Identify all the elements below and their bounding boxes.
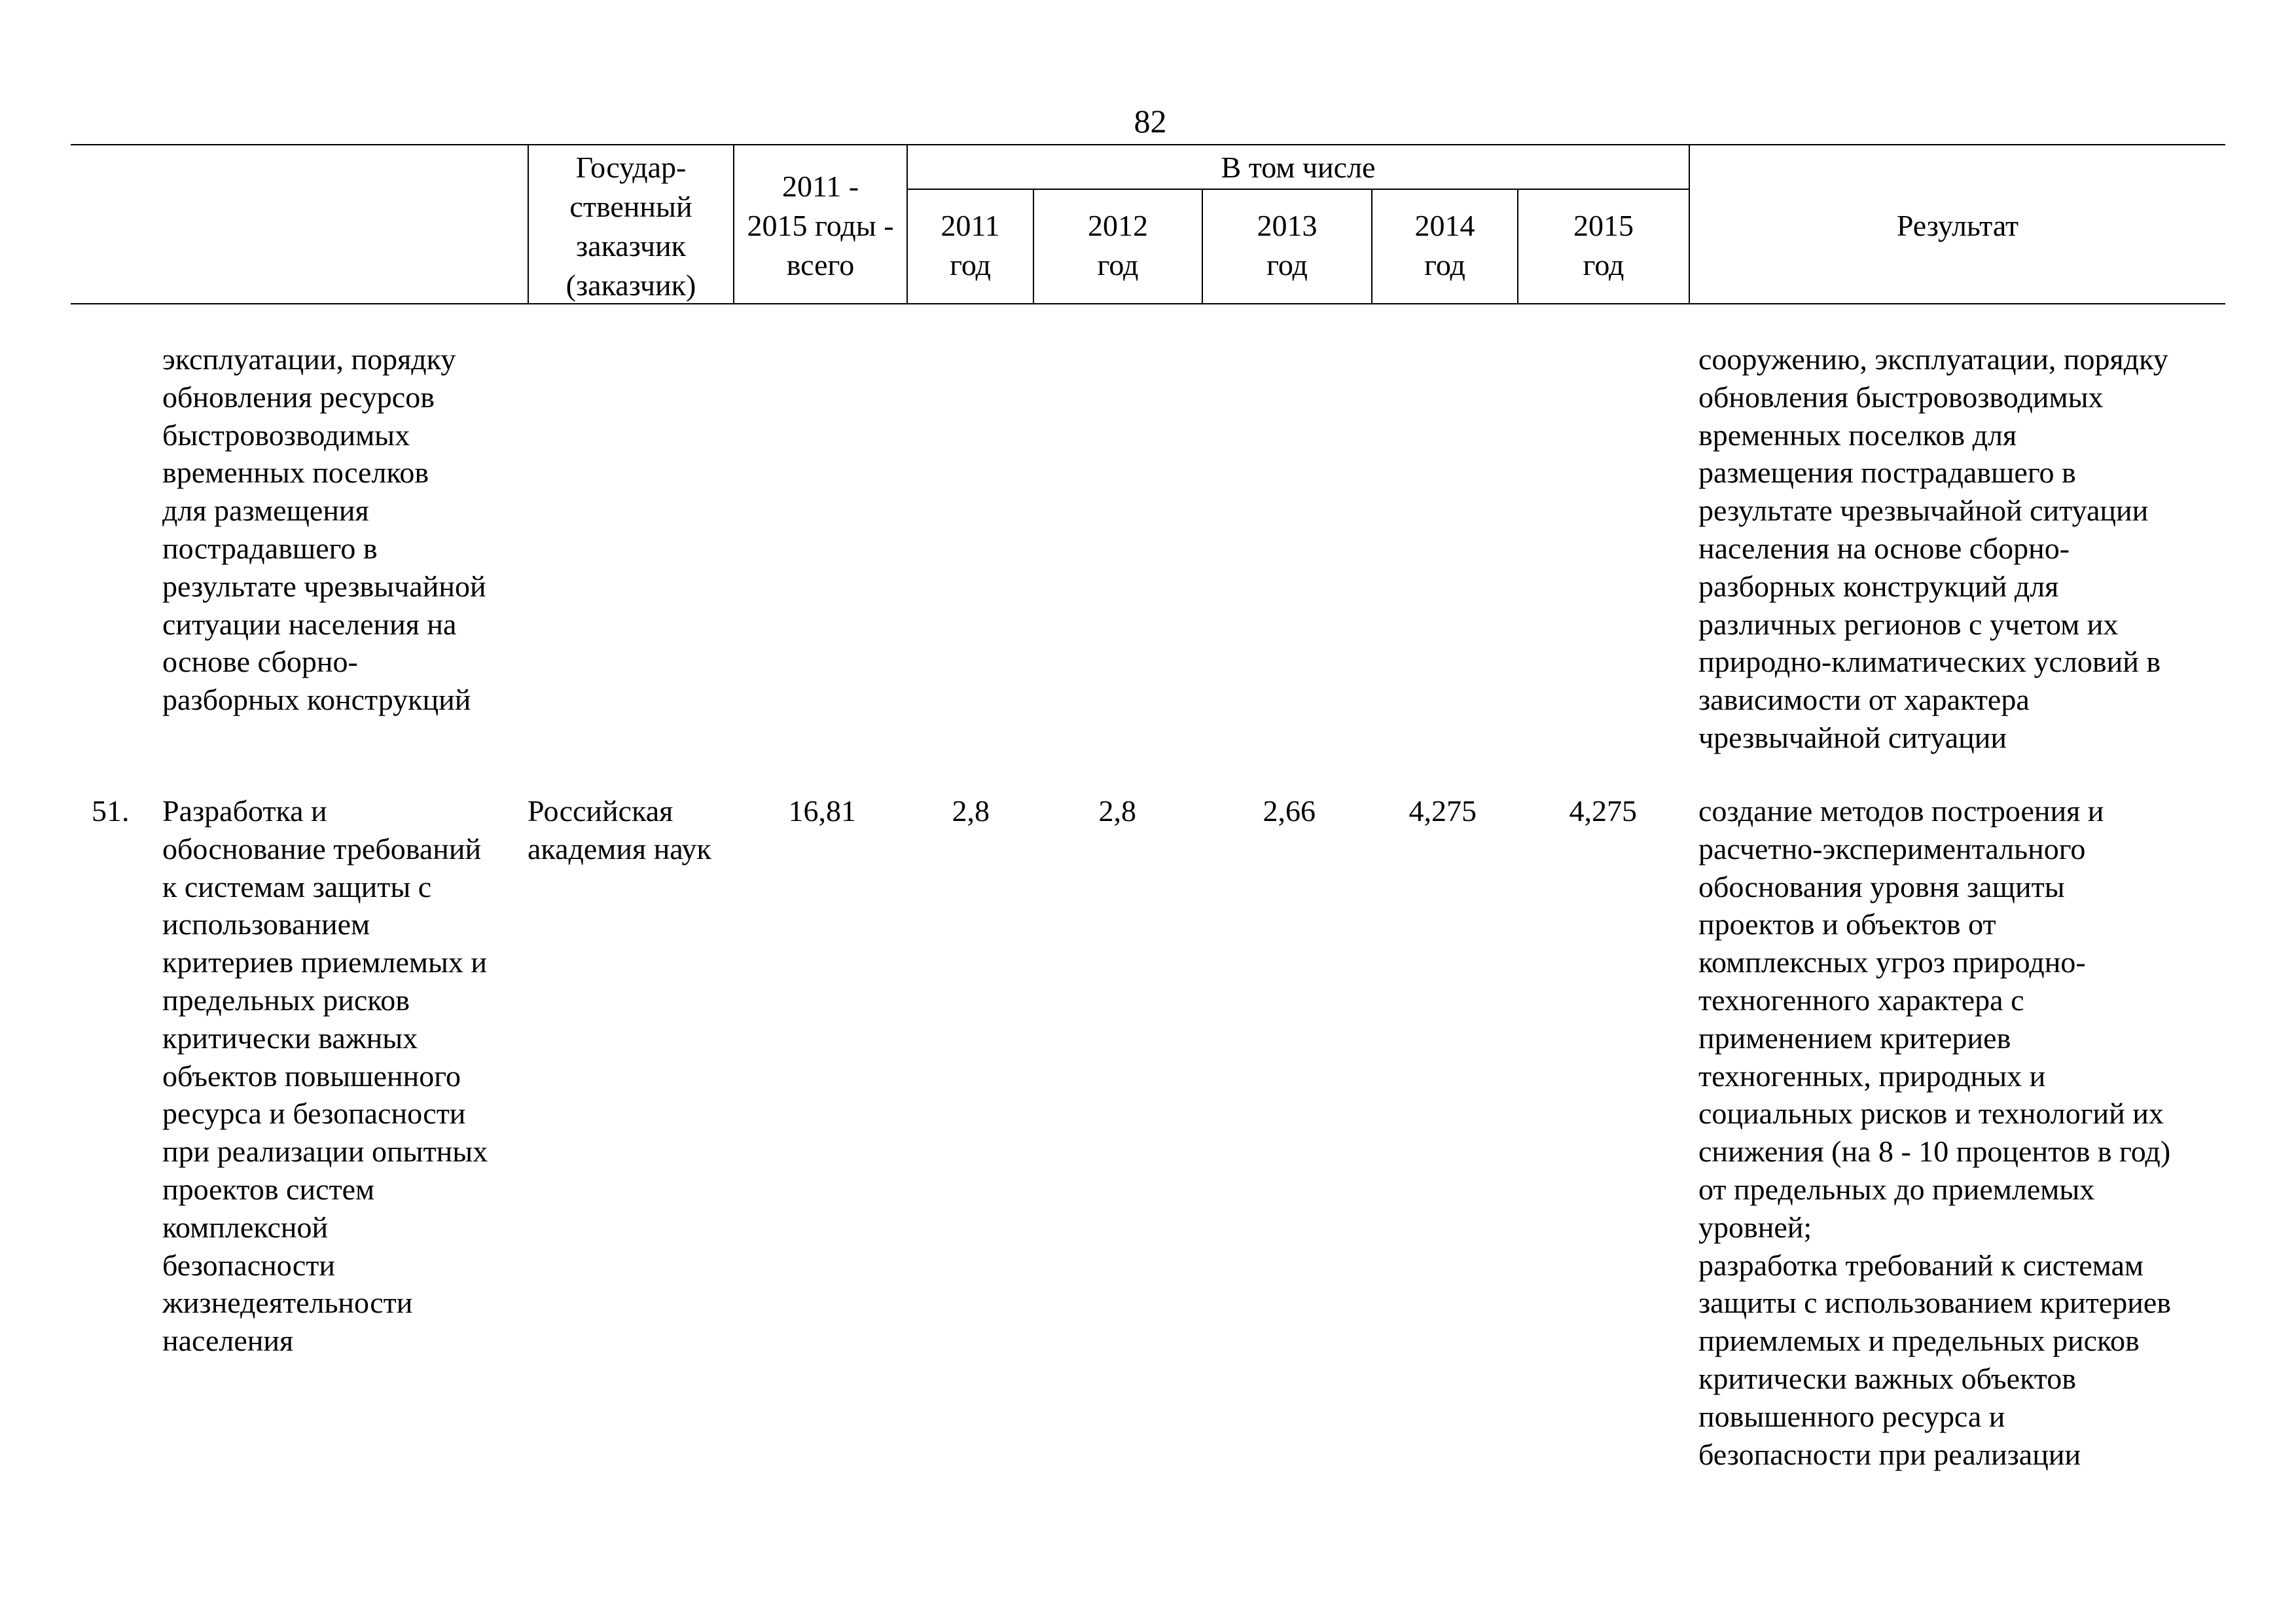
row51-2014: 4,275 — [1408, 794, 1477, 828]
row51-name-line: населения — [162, 1324, 294, 1358]
continuation-name-line: пострадавшего в — [162, 531, 378, 565]
header-year-unit: год — [1424, 248, 1465, 282]
header-year-unit: год — [1097, 248, 1139, 282]
continuation-result-line: размещения пострадавшего в — [1698, 456, 2076, 490]
continuation-result-line: зависимости от характера — [1698, 683, 2030, 717]
continuation-name-line: разборных конструкций — [162, 683, 471, 717]
continuation-result-line: временных поселков для — [1698, 418, 2017, 452]
continuation-result-line: природно-климатических условий в — [1698, 645, 2161, 679]
row51-result-line: обоснования уровня защиты — [1698, 869, 2065, 903]
row51-name-line: обоснование требований — [162, 831, 482, 866]
row-number: 51. — [92, 794, 130, 828]
continuation-name-line: ситуации населения на — [162, 607, 457, 641]
header-total-line: 2011 - — [781, 170, 859, 203]
row51-result-line: защиты с использованием критериев — [1698, 1286, 2171, 1320]
header-year-label: 2013 — [1257, 209, 1318, 242]
header-customer-line: (заказчик) — [565, 268, 696, 302]
row51-name — [162, 792, 488, 1360]
header-year-2013 — [1203, 206, 1371, 285]
row51-result-line: приемлемых и предельных рисков — [1698, 1324, 2140, 1358]
years-subheader-rule — [906, 189, 1689, 190]
continuation-name-line: быстровозводимых — [162, 418, 410, 452]
continuation-result-line: чрезвычайной ситуации — [1698, 720, 2007, 754]
row51-name-line: проектов систем — [162, 1172, 375, 1206]
continuation-result-line: обновления быстровозводимых — [1698, 380, 2104, 414]
header-total-line: 2015 годы - — [747, 209, 894, 242]
row51-customer-line: Российская — [528, 794, 673, 828]
header-total-line: всего — [786, 248, 855, 282]
row51-2013: 2,66 — [1263, 794, 1316, 828]
row51-result-line: безопасности при реализации — [1698, 1437, 2081, 1471]
row51-2012: 2,8 — [1098, 794, 1136, 828]
header-result: Результат — [1896, 209, 2019, 242]
continuation-result-line: различных регионов с учетом их — [1698, 607, 2119, 641]
continuation-name-line: результате чрезвычайной — [162, 569, 486, 603]
header-year-unit: год — [1583, 248, 1624, 282]
row51-2011: 2,8 — [952, 794, 990, 828]
continuation-name-line: эксплуатации, порядку — [162, 342, 456, 376]
row51-name-line: к системам защиты с — [162, 869, 432, 903]
row51-2015: 4,275 — [1569, 794, 1637, 828]
row51-result-line: создание методов построения и — [1698, 794, 2104, 828]
continuation-name-line: основе сборно- — [162, 645, 358, 679]
header-year-label: 2011 — [941, 209, 1000, 242]
continuation-result — [1698, 340, 2168, 757]
row51-result-line: проектов и объектов от — [1698, 907, 1996, 941]
continuation-result-line: населения на основе сборно- — [1698, 531, 2070, 565]
row51-customer-line: академия наук — [528, 831, 711, 866]
row51-name-line: предельных рисков — [162, 983, 410, 1017]
row51-result-line: снижения (на 8 - 10 процентов в год) — [1698, 1135, 2171, 1169]
row51-name-line: жизнедеятельности — [162, 1286, 413, 1320]
header-year-2011 — [908, 206, 1033, 285]
row51-name-line: комплексной — [162, 1210, 329, 1244]
continuation-result-line: сооружению, эксплуатации, порядку — [1698, 342, 2168, 376]
continuation-name-line: для размещения — [162, 494, 369, 528]
header-year-label: 2015 — [1573, 209, 1634, 242]
row51-result-line: разработка требований к системам — [1698, 1248, 2144, 1282]
row51-result-line: техногенного характера с — [1698, 983, 2024, 1017]
header-year-2012 — [1034, 206, 1202, 285]
continuation-name-line: обновления ресурсов — [162, 380, 435, 414]
row51-result-line: повышенного ресурса и — [1698, 1399, 2005, 1433]
row51-result-line: критически важных объектов — [1698, 1361, 2077, 1395]
continuation-result-line: результате чрезвычайной ситуации — [1698, 494, 2149, 528]
row51-result-line: социальных рисков и технологий их — [1698, 1097, 2164, 1131]
header-year-unit: год — [1266, 248, 1308, 282]
header-year-2014 — [1372, 206, 1517, 285]
row51-name-line: критериев приемлемых и — [162, 945, 488, 979]
page-number: 82 — [1134, 103, 1167, 139]
continuation-name — [162, 340, 486, 719]
header-year-label: 2012 — [1088, 209, 1148, 242]
row51-customer — [528, 792, 711, 868]
row51-result-line: расчетно-экспериментального — [1698, 831, 2086, 866]
row51-name-line: использованием — [162, 907, 370, 941]
row51-name-line: безопасности — [162, 1248, 336, 1282]
header-total — [734, 167, 906, 285]
row51-result-line: от предельных до приемлемых — [1698, 1172, 2095, 1206]
header-bottom-rule — [71, 303, 2225, 304]
row51-result-line: комплексных угроз природно- — [1698, 945, 2086, 979]
header-customer-line: заказчик — [575, 229, 686, 263]
row51-result-line: уровней; — [1698, 1210, 1812, 1244]
header-year-unit: год — [950, 248, 991, 282]
header-customer-line: ственный — [569, 190, 692, 223]
header-year-2015 — [1518, 206, 1689, 285]
row51-result — [1698, 792, 2171, 1473]
row51-result-line: техногенных, природных и — [1698, 1059, 2046, 1093]
continuation-name-line: временных поселков — [162, 456, 429, 490]
row51-total: 16,81 — [788, 794, 856, 828]
header-including: В том числе — [1221, 151, 1376, 184]
header-top-rule — [71, 144, 2225, 145]
row51-name-line: объектов повышенного — [162, 1059, 461, 1093]
header-year-label: 2014 — [1414, 209, 1475, 242]
row51-result-line: применением критериев — [1698, 1021, 2011, 1055]
continuation-result-line: разборных конструкций для — [1698, 569, 2059, 603]
row51-name-line: ресурса и безопасности — [162, 1097, 466, 1131]
header-customer-line: Государ- — [575, 151, 687, 184]
row51-name-line: при реализации опытных — [162, 1135, 488, 1169]
row51-name-line: Разработка и — [162, 794, 327, 828]
header-customer — [529, 148, 733, 305]
row51-name-line: критически важных — [162, 1021, 418, 1055]
